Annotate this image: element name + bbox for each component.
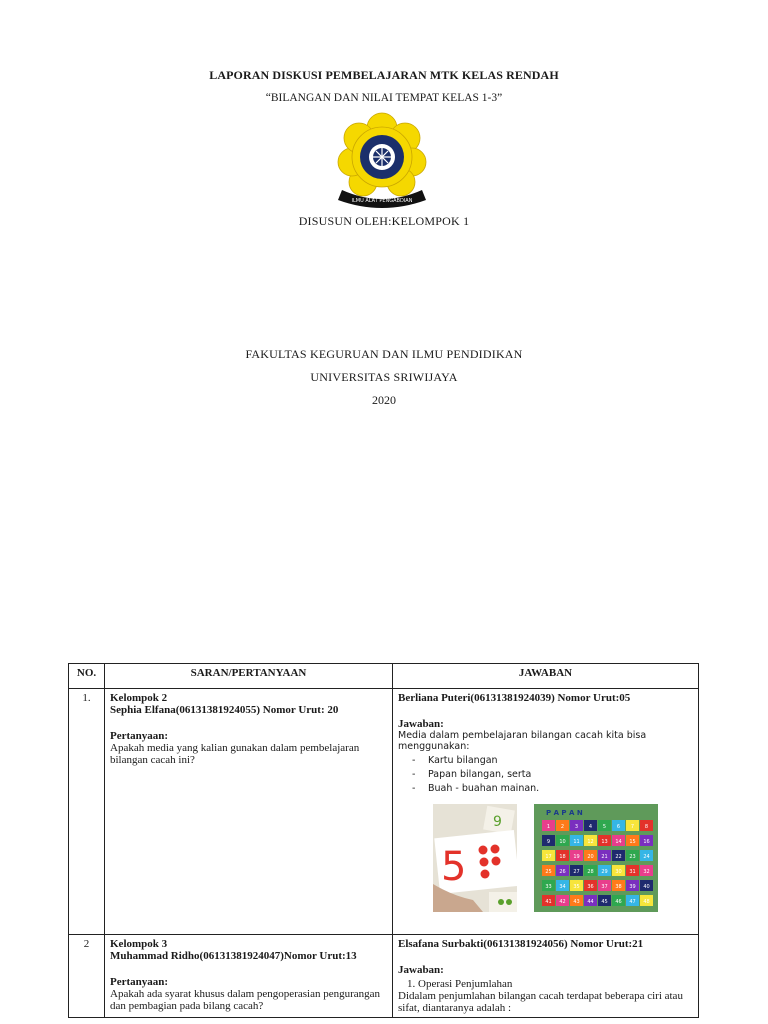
board-tile — [612, 820, 625, 831]
svg-text:43: 43 — [573, 899, 580, 905]
board-tile — [584, 895, 597, 906]
board-tile — [584, 865, 597, 876]
svg-text:28: 28 — [587, 869, 594, 875]
question-cell — [105, 689, 393, 935]
board-tile — [612, 835, 625, 846]
byline: DISUSUN OLEH:KELOMPOK 1 — [298, 214, 470, 228]
svg-text:20: 20 — [587, 854, 594, 860]
svg-text:5: 5 — [602, 824, 607, 830]
board-tile — [640, 850, 653, 861]
board-tile — [612, 850, 625, 861]
svg-text:32: 32 — [643, 869, 650, 875]
svg-text:48: 48 — [643, 899, 650, 905]
board-tile — [598, 880, 611, 891]
answer-cell — [393, 935, 699, 1018]
board-tile — [626, 880, 639, 891]
svg-text:21: 21 — [601, 854, 608, 860]
svg-text:6: 6 — [616, 824, 621, 830]
board-tile — [598, 835, 611, 846]
svg-text:47: 47 — [629, 899, 636, 905]
question-text: Apakah ada syarat khusus dalam pengoperasian pengurangan dan pembagian pada bilang cacah? — [110, 988, 381, 1012]
board-tile — [542, 880, 555, 891]
question-label: Pertanyaan: — [110, 730, 169, 742]
university-name: UNIVERSITAS SRIWIJAYA — [310, 370, 458, 384]
answer-cell — [393, 689, 699, 935]
board-tile — [542, 820, 555, 831]
svg-text:12: 12 — [587, 839, 594, 845]
board-tile — [584, 850, 597, 861]
board-tile — [556, 880, 569, 891]
answer-label: Jawaban: — [398, 718, 444, 730]
table-row — [69, 689, 699, 935]
svg-text:30: 30 — [615, 869, 622, 875]
year: 2020 — [372, 393, 396, 407]
svg-text:7: 7 — [630, 824, 635, 830]
svg-text:4: 4 — [588, 824, 593, 830]
answerer-name: Elsafana Surbakti(06131381924056) Nomor Urut:21 — [398, 938, 644, 950]
svg-text:16: 16 — [643, 839, 650, 845]
discussion-table — [68, 663, 699, 1018]
list-item: - Papan bilangan, serta — [416, 769, 693, 780]
svg-text:10: 10 — [559, 839, 566, 845]
board-tile — [626, 895, 639, 906]
number-board-photo — [534, 804, 658, 912]
board-tile — [556, 865, 569, 876]
board-tile — [584, 835, 597, 846]
asker-name: Muhammad Ridho(06131381924047)Nomor Urut:13 — [110, 950, 357, 962]
answer-list — [398, 755, 693, 794]
logo-banner-text: ILMU ALAT PENGABDIAN — [351, 198, 413, 204]
row-number: 2 — [69, 935, 105, 1018]
answer-list — [398, 978, 693, 990]
svg-text:23: 23 — [629, 854, 636, 860]
board-tile — [570, 895, 583, 906]
board-tile — [626, 865, 639, 876]
asker-name: Sephia Elfana(06131381924055) Nomor Urut: 20 — [110, 704, 339, 716]
svg-text:44: 44 — [587, 899, 594, 905]
board-tile — [542, 865, 555, 876]
board-tile — [598, 820, 611, 831]
board-tile — [570, 865, 583, 876]
board-tile — [626, 835, 639, 846]
svg-text:22: 22 — [615, 854, 622, 860]
group-name: Kelompok 3 — [110, 938, 168, 950]
board-tile — [612, 865, 625, 876]
svg-text:19: 19 — [573, 854, 580, 860]
svg-text:15: 15 — [629, 839, 636, 845]
svg-text:39: 39 — [629, 884, 636, 890]
svg-text:2: 2 — [560, 824, 565, 830]
svg-text:18: 18 — [559, 854, 566, 860]
number-card-photo — [433, 804, 517, 912]
list-item: - Kartu bilangan — [416, 755, 693, 766]
board-tile — [570, 835, 583, 846]
list-item: - Buah - buahan mainan. — [416, 783, 693, 794]
board-tile — [640, 865, 653, 876]
svg-text:17: 17 — [545, 854, 552, 860]
svg-text:37: 37 — [601, 884, 608, 890]
board-tile — [640, 820, 653, 831]
svg-text:31: 31 — [629, 869, 636, 875]
answerer-name: Berliana Puteri(06131381924039) Nomor Urut:05 — [398, 692, 631, 704]
board-tile — [640, 880, 653, 891]
svg-text:33: 33 — [545, 884, 552, 890]
board-tile — [570, 820, 583, 831]
col-header-no: NO. — [69, 664, 105, 689]
university-logo — [330, 110, 434, 210]
board-tile — [556, 850, 569, 861]
board-tile — [626, 820, 639, 831]
board-tile — [612, 895, 625, 906]
svg-text:9: 9 — [546, 839, 551, 845]
list-item: 1. Operasi Penjumlahan — [418, 978, 693, 990]
answer-label: Jawaban: — [398, 964, 444, 976]
board-tile — [626, 850, 639, 861]
board-tile — [584, 880, 597, 891]
col-header-question: SARAN/PERTANYAAN — [105, 664, 393, 689]
svg-text:25: 25 — [545, 869, 552, 875]
svg-text:8: 8 — [644, 824, 649, 830]
row-number: 1. — [69, 689, 105, 935]
board-tile — [542, 895, 555, 906]
answer-intro: Media dalam pembelajaran bilangan cacah kita bisa menggunakan: — [398, 730, 647, 752]
board-tile — [584, 820, 597, 831]
board-tile — [640, 835, 653, 846]
board-tile — [556, 835, 569, 846]
card-number: 5 — [441, 844, 467, 890]
board-tile — [556, 820, 569, 831]
svg-text:14: 14 — [615, 839, 622, 845]
answer-text: Didalam penjumlahan bilangan cacah terdapat beberapa ciri atau sifat, diantaranya adalah : — [398, 990, 683, 1014]
svg-text:3: 3 — [574, 824, 579, 830]
faculty-name: FAKULTAS KEGURUAN DAN ILMU PENDIDIKAN — [245, 347, 523, 361]
svg-text:27: 27 — [573, 869, 580, 875]
svg-text:38: 38 — [615, 884, 622, 890]
board-tile — [598, 865, 611, 876]
board-tile — [612, 880, 625, 891]
board-tile — [542, 850, 555, 861]
board-tile — [570, 880, 583, 891]
svg-text:11: 11 — [573, 839, 580, 845]
question-text: Apakah media yang kalian gunakan dalam pembelajaran bilangan cacah ini? — [110, 742, 360, 766]
svg-text:24: 24 — [643, 854, 650, 860]
svg-text:13: 13 — [601, 839, 608, 845]
table-header-row — [69, 664, 699, 689]
board-tile — [570, 850, 583, 861]
svg-text:34: 34 — [559, 884, 566, 890]
report-subtitle: “BILANGAN DAN NILAI TEMPAT KELAS 1-3” — [265, 92, 503, 104]
board-tile — [556, 895, 569, 906]
svg-text:1: 1 — [546, 824, 551, 830]
svg-text:26: 26 — [559, 869, 566, 875]
svg-text:40: 40 — [643, 884, 650, 890]
svg-text:41: 41 — [545, 899, 552, 905]
question-cell — [105, 935, 393, 1018]
table-row — [69, 935, 699, 1018]
board-tile — [640, 895, 653, 906]
question-label: Pertanyaan: — [110, 976, 169, 988]
col-header-answer: JAWABAN — [393, 664, 699, 689]
svg-text:45: 45 — [601, 899, 608, 905]
svg-text:46: 46 — [615, 899, 622, 905]
svg-text:35: 35 — [573, 884, 580, 890]
board-header: P A P A N — [546, 809, 583, 817]
board-tile — [542, 835, 555, 846]
svg-text:29: 29 — [601, 869, 608, 875]
svg-text:9: 9 — [493, 814, 502, 830]
svg-text:36: 36 — [587, 884, 594, 890]
report-title: LAPORAN DISKUSI PEMBELAJARAN MTK KELAS RENDAH — [209, 68, 559, 82]
board-tile — [598, 895, 611, 906]
group-name: Kelompok 2 — [110, 692, 168, 704]
svg-text:42: 42 — [559, 899, 566, 905]
board-tile — [598, 850, 611, 861]
